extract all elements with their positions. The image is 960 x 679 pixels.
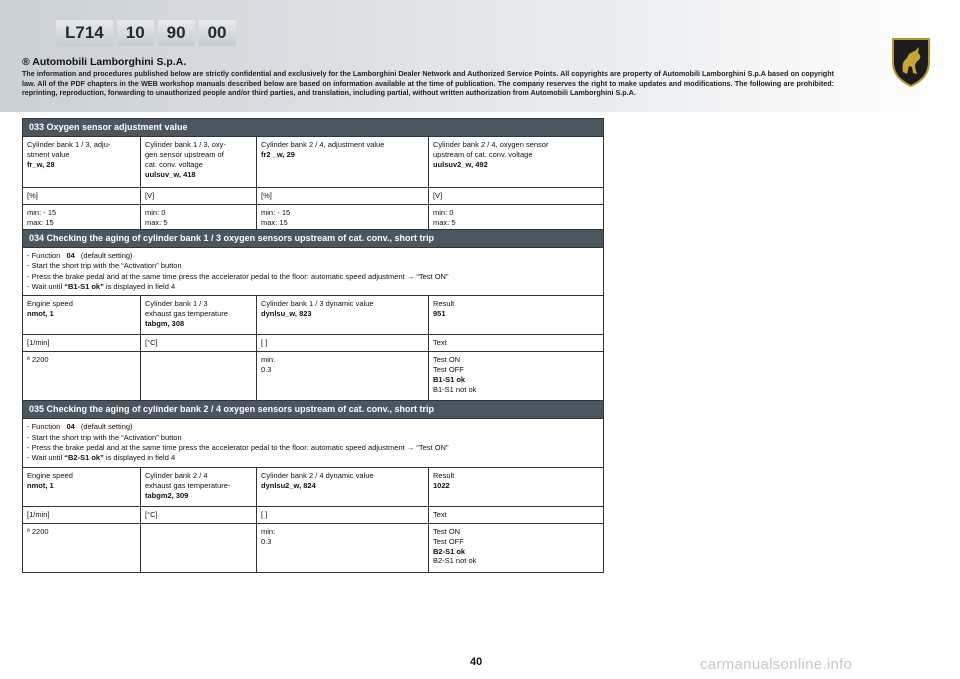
field-1 <box>23 296 141 334</box>
unit-cell: [ ] <box>257 507 429 523</box>
copyright-text: The information and procedures published below are strictly confidential and exclusively for the Lamborghini Dealer Network and Authorized Service Points. All copyrights are property of Automobili Lamborghini S.p.A based on copyright law. All of the PDF chapters in the WEB workshop manuals described below are based on information available at the time of publication. The company reserves the right to make updates and modifications. The following are prohibited: reprinting, reproduction, forwarding to unauthorized people and/or third parties, and translation, including partial, without written authorization from Automobili Lamborghini S.p.A. <box>22 69 834 97</box>
unit-cell: [1/min] <box>23 507 141 523</box>
field-var: tabgm, 308 <box>145 319 185 329</box>
result-option: B1-S1 not ok <box>433 385 477 395</box>
field-desc: Cylinder bank 1 / 3, oxy- gen sensor upstream of cat. conv. voltage <box>145 140 226 169</box>
unit-cell: [1/min] <box>23 335 141 351</box>
result-cell <box>429 352 603 400</box>
unit-cell: [ ] <box>257 335 429 351</box>
code-model: L714 <box>56 20 113 46</box>
range-cell: min: 0 max: 5 <box>433 208 456 227</box>
field-desc: Cylinder bank 2 / 4, adjustment value <box>261 140 385 149</box>
field-var: fr_w, 28 <box>27 159 55 169</box>
range-cell: min: - 15 max: 15 <box>257 205 429 229</box>
unit-cell: [°C] <box>141 335 257 351</box>
watermark: carmanualsonline.info <box>700 656 853 673</box>
measuring-blocks-table <box>22 118 604 573</box>
instruction-text: - Wait until <box>27 453 65 463</box>
section-034-title: 034 Checking the aging of cylinder bank 1 / 3 oxygen sensors upstream of cat. conv., short trip <box>23 230 603 248</box>
section-034-descriptions <box>23 296 603 335</box>
section-034-instructions <box>23 248 603 296</box>
result-option: B2-S1 ok <box>433 546 466 556</box>
field-var: dynlsu_w, 823 <box>261 309 312 319</box>
field-2 <box>141 137 257 187</box>
instruction-text: - Function <box>27 422 63 432</box>
field-3 <box>257 468 429 506</box>
unit-cell: [%] <box>257 188 429 204</box>
unit-cell: [V] <box>141 188 257 204</box>
status-text: “B1-S1 ok” <box>64 282 104 292</box>
instruction-text: (default setting) <box>78 422 133 432</box>
unit-cell: Text <box>433 509 447 519</box>
field-2 <box>141 468 257 506</box>
field-1 <box>23 468 141 506</box>
field-var: uulsuv_w, 418 <box>145 169 196 179</box>
function-number: 04 <box>66 422 75 432</box>
instruction-line <box>27 251 599 261</box>
copyright-title: ® Automobili Lamborghini S.p.A. <box>22 56 187 68</box>
field-desc: Cylinder bank 1 / 3 dynamic value <box>261 299 374 309</box>
code-section: 00 <box>199 20 236 46</box>
section-033-descriptions <box>23 137 603 188</box>
instruction-line: - Start the short trip with the “Activation” button <box>27 432 182 442</box>
instruction-line <box>27 453 599 463</box>
copyright-notice <box>22 56 834 98</box>
section-035-units <box>23 507 603 524</box>
instruction-line: - Start the short trip with the “Activation” button <box>27 261 182 271</box>
field-4 <box>429 468 603 506</box>
code-group: 10 <box>117 20 154 46</box>
field-3 <box>257 296 429 334</box>
field-desc: Cylinder bank 2 / 4 exhaust gas temperature- <box>145 470 231 490</box>
code-subgroup: 90 <box>158 20 195 46</box>
section-035-descriptions <box>23 468 603 507</box>
section-035-values <box>23 524 603 573</box>
range-cell: min: - 15 max: 15 <box>23 205 141 229</box>
field-var: tabgm2, 309 <box>145 490 189 500</box>
instruction-line: - Press the brake pedal and at the same time press the accelerator pedal to the floor: automatic speed adjustment → “Test ON” <box>27 443 449 453</box>
result-cell <box>429 524 603 572</box>
value-cell: min: 0.3 <box>257 524 429 572</box>
function-number: 04 <box>66 251 75 260</box>
section-033-ranges <box>23 205 603 230</box>
field-desc: Cylinder bank 2 / 4 dynamic value <box>261 470 374 480</box>
field-var: nmot, 1 <box>27 309 54 319</box>
field-desc: Result <box>433 299 455 309</box>
field-2 <box>141 296 257 334</box>
section-034-units <box>23 335 603 352</box>
result-option: B1-S1 ok <box>433 375 466 385</box>
instruction-text: (default setting) <box>78 251 133 260</box>
field-desc: Cylinder bank 2 / 4, oxygen sensor upstream of cat. conv. voltage <box>433 140 549 159</box>
section-034-values <box>23 352 603 401</box>
section-035-title: 035 Checking the aging of cylinder bank 2 / 4 oxygen sensors upstream of cat. conv., short trip <box>23 401 603 419</box>
instruction-text: is displayed in field 4 <box>103 282 176 292</box>
instruction-line <box>27 422 599 432</box>
instruction-line <box>27 282 599 292</box>
page-number: 40 <box>470 656 483 668</box>
field-var: 1022 <box>433 480 450 490</box>
result-option: Test ON Test OFF <box>433 526 464 546</box>
range-cell: min: 0 max: 5 <box>141 205 257 229</box>
section-033-title: 033 Oxygen sensor adjustment value <box>23 119 603 137</box>
instruction-line: - Press the brake pedal and at the same time press the accelerator pedal to the floor: automatic speed adjustment → “Test ON” <box>27 271 449 281</box>
field-var: 951 <box>433 309 446 319</box>
status-text: “B2-S1 ok” <box>64 453 104 463</box>
value-cell: min: 0.3 <box>257 352 429 400</box>
field-desc: Cylinder bank 1 / 3, adju- stment value <box>27 140 111 159</box>
field-var: uulsuv2_w, 492 <box>433 159 488 169</box>
field-var: nmot, 1 <box>27 480 54 490</box>
value-cell <box>141 352 257 400</box>
field-3 <box>257 137 429 187</box>
instruction-text: - Wait until <box>27 282 65 292</box>
field-desc: Result <box>433 470 455 480</box>
result-option: B2-S1 not ok <box>433 556 477 566</box>
value-cell: ª 2200 <box>23 524 141 572</box>
section-035-instructions <box>23 419 603 467</box>
section-033-units <box>23 188 603 205</box>
field-var: dynlsu2_w, 824 <box>261 480 316 490</box>
document-codes <box>56 20 236 46</box>
field-desc: Engine speed <box>27 470 73 480</box>
value-cell: ª 2200 <box>23 352 141 400</box>
instruction-text: is displayed in field 4 <box>103 453 176 463</box>
field-var: fr2 _w, 29 <box>261 149 295 159</box>
instruction-text: - Function <box>27 251 63 260</box>
unit-cell: [%] <box>23 188 141 204</box>
field-desc: Engine speed <box>27 299 73 309</box>
result-option: Test ON Test OFF <box>433 355 464 375</box>
unit-cell: [°C] <box>141 507 257 523</box>
lamborghini-logo <box>889 36 933 88</box>
unit-cell: Text <box>433 338 447 348</box>
value-cell <box>141 524 257 572</box>
field-1 <box>23 137 141 187</box>
field-desc: Cylinder bank 1 / 3 exhaust gas temperature <box>145 299 228 319</box>
field-4 <box>429 137 603 187</box>
field-4 <box>429 296 603 334</box>
unit-cell: [V] <box>433 191 443 200</box>
